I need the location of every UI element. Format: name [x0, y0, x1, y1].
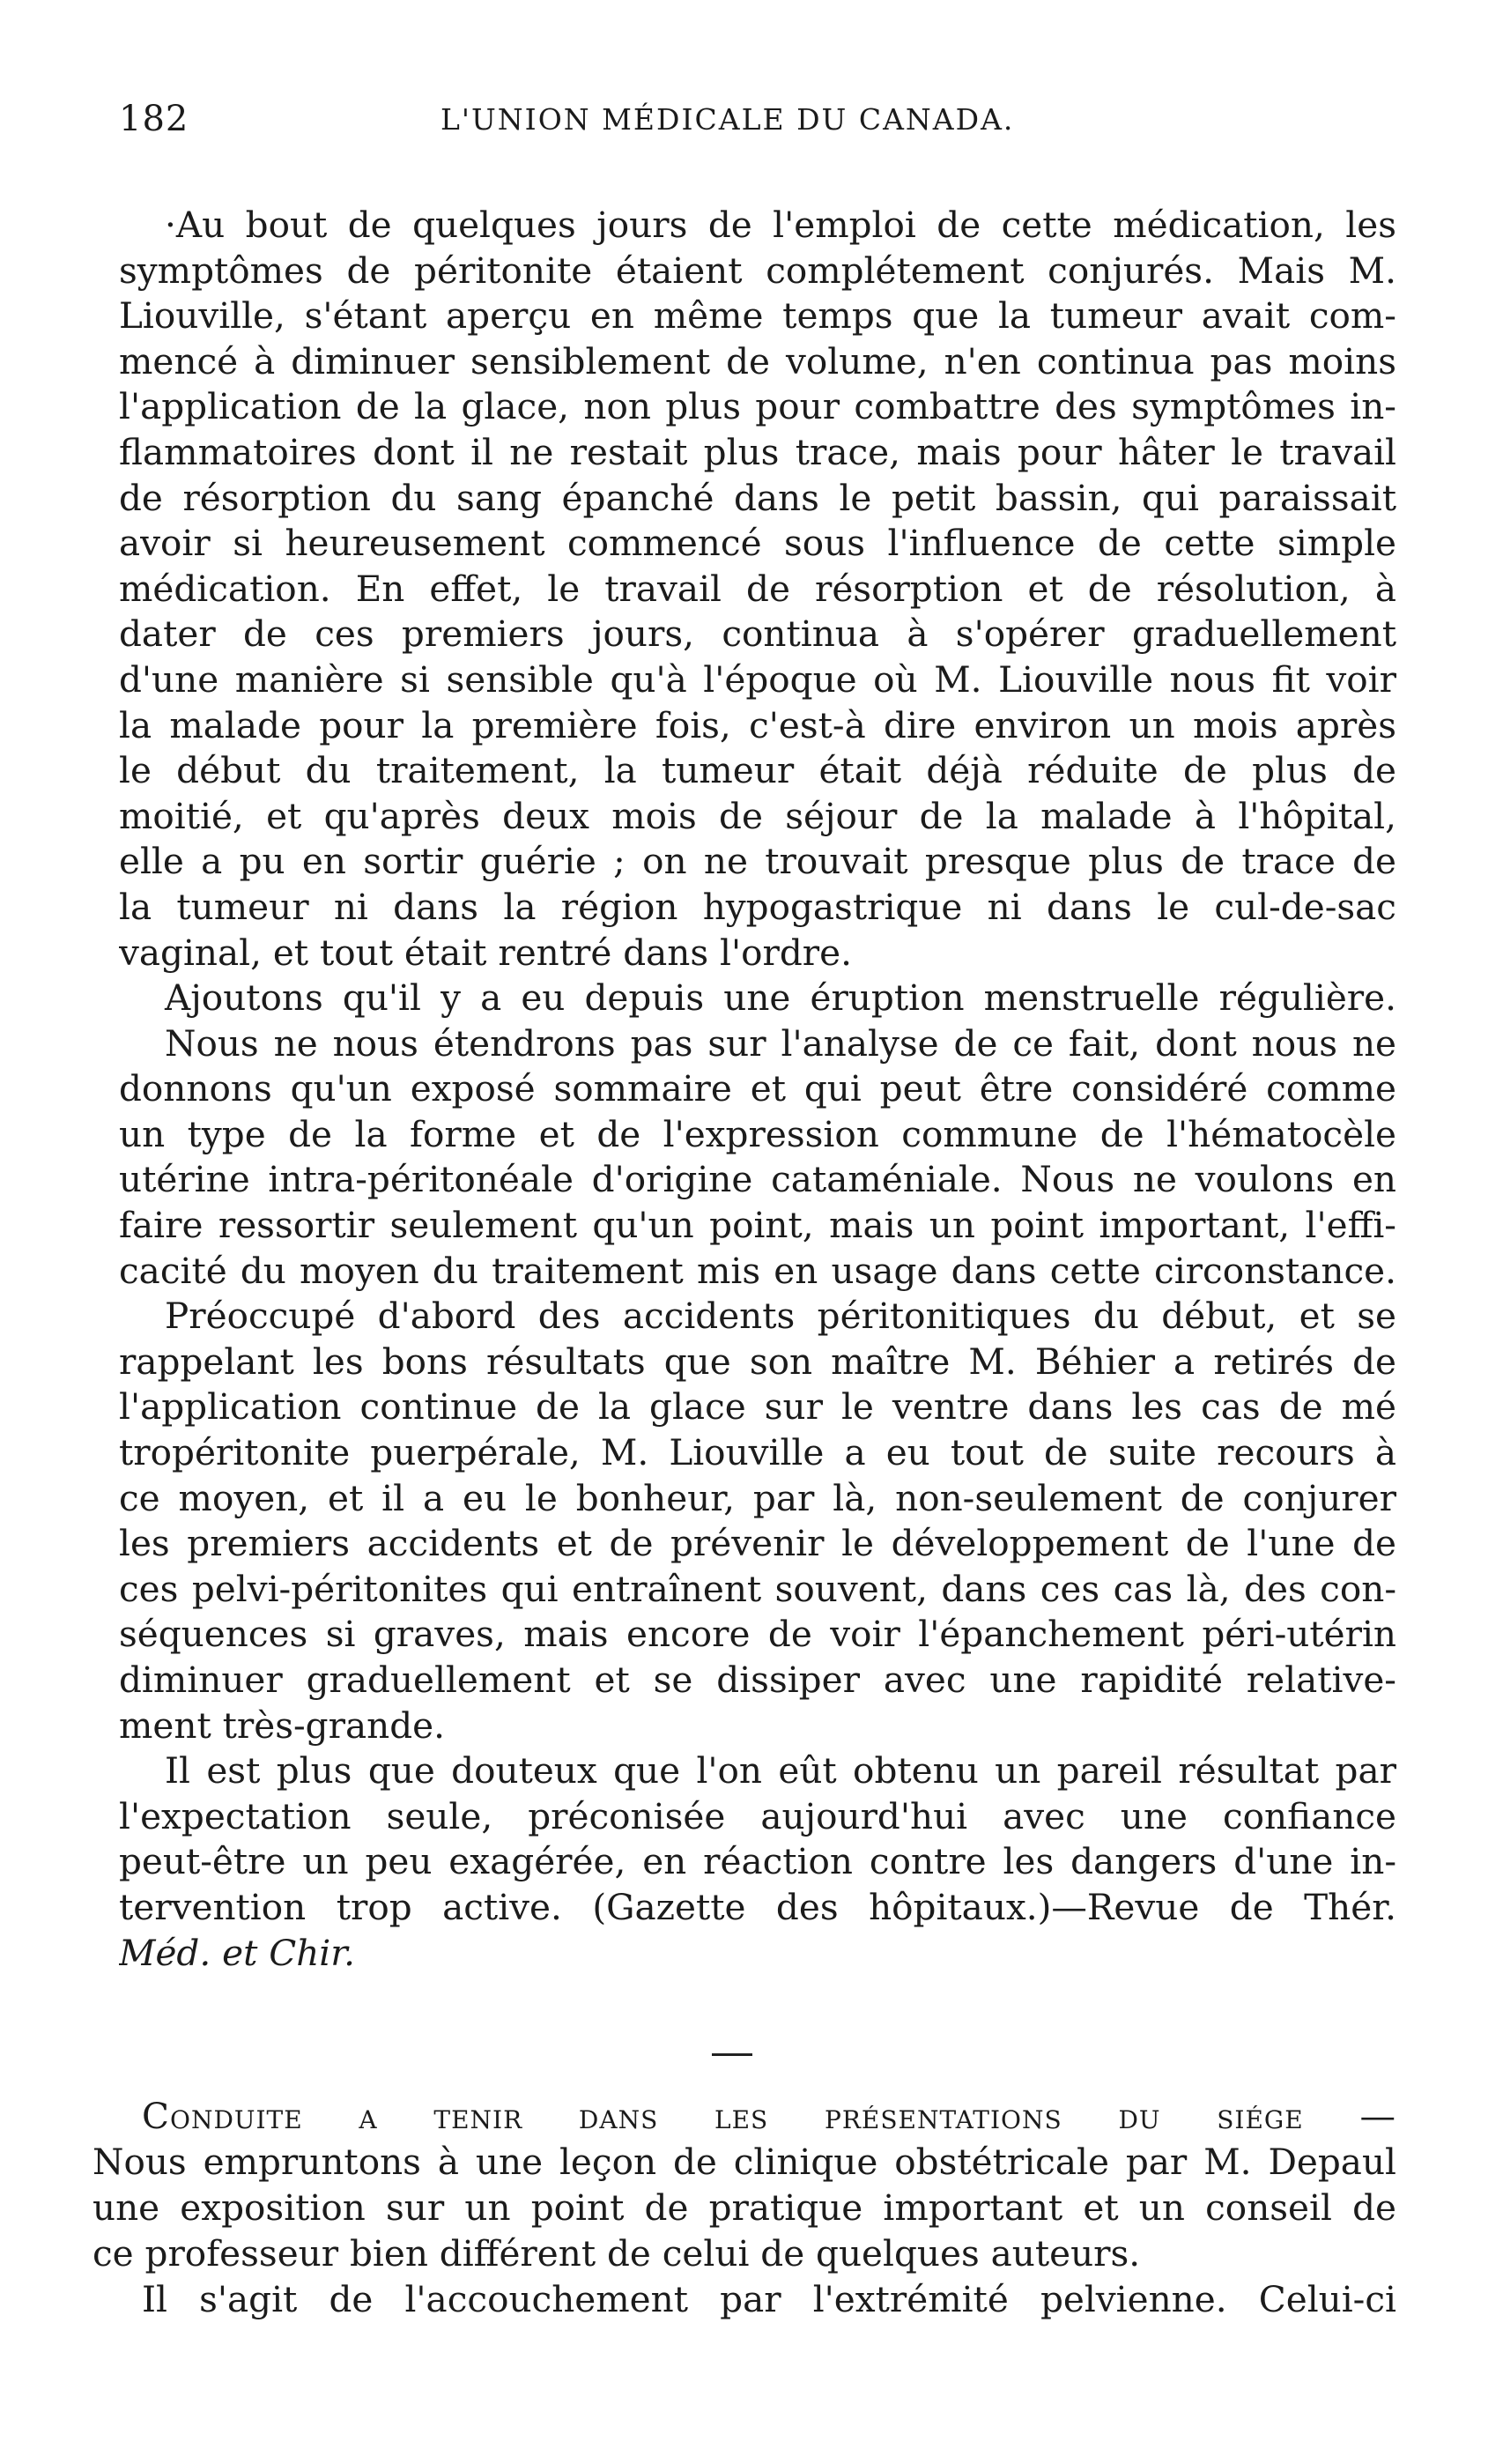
- text-line: tropéritonite puerpérale, M. Liouville a eu tout de suite recours à: [119, 1431, 1396, 1474]
- text-line: la tumeur ni dans la région hypogastrique ni dans le cul-de-sac: [119, 885, 1396, 928]
- text-line: elle a pu en sortir guérie ; on ne trouvait presque plus de trace de: [119, 840, 1396, 883]
- section-divider: [712, 2053, 752, 2056]
- text-line: dater de ces premiers jours, continua à s'opérer graduellement: [119, 612, 1396, 656]
- text-line: moitié, et qu'après deux mois de séjour de la malade à l'hôpital,: [119, 794, 1396, 837]
- text-line: ·Au bout de quelques jours de l'emploi de cette médication, les: [165, 204, 1396, 246]
- text-line: médication. En effet, le travail de résorption et de résolution, à: [119, 567, 1396, 610]
- text-line: faire ressortir seulement qu'un point, mais un point important, l'effi-: [119, 1204, 1396, 1247]
- page-header: [119, 99, 1396, 152]
- text-line: mencé à diminuer sensiblement de volume, n'en continua pas moins: [119, 339, 1396, 382]
- text-line: ment très-grande.: [119, 1703, 445, 1747]
- citation-line: tervention trop active. (Gazette des hôpitaux.)—Revue de Thér.: [119, 1885, 1396, 1928]
- section-heading: Conduite a tenir dans les présentations du siége —: [142, 2095, 1396, 2137]
- text-line: Ajoutons qu'il y a eu depuis une éruption menstruelle régulière.: [165, 976, 1396, 1020]
- text-line: Il est plus que douteux que l'on eût obtenu un pareil résultat par: [165, 1749, 1396, 1792]
- text-line: la malade pour la première fois, c'est-à dire environ un mois après: [119, 703, 1396, 746]
- text-line: donnons qu'un exposé sommaire et qui peut être considéré comme: [119, 1067, 1396, 1110]
- text-line: ce moyen, et il a eu le bonheur, par là, non-seulement de conjurer: [119, 1476, 1396, 1519]
- text-line: avoir si heureusement commencé sous l'influence de cette simple: [119, 522, 1396, 565]
- citation-line: Méd. et Chir.: [119, 1931, 356, 1974]
- text-line: d'une manière si sensible qu'à l'époque où M. Liouville nous fit voir: [119, 657, 1396, 701]
- text-line: Nous ne nous étendrons pas sur l'analyse de ce fait, dont nous ne: [165, 1021, 1396, 1065]
- text-line: les premiers accidents et de prévenir le développement de l'une de: [119, 1522, 1396, 1565]
- text-line: flammatoires dont il ne restait plus trace, mais pour hâter le travail: [119, 430, 1396, 473]
- text-line: un type de la forme et de l'expression commune de l'hématocèle: [119, 1112, 1396, 1155]
- text-line: de résorption du sang épanché dans le petit bassin, qui paraissait: [119, 476, 1396, 519]
- text-line: le début du traitement, la tumeur était déjà réduite de plus de: [119, 749, 1396, 792]
- text-line: rappelant les bons résultats que son maître M. Béhier a retirés de: [119, 1340, 1396, 1383]
- text-line: Préoccupé d'abord des accidents péritonitiques du début, et se: [165, 1295, 1396, 1338]
- article-body: [119, 203, 1396, 1976]
- section-conduite: [93, 2093, 1396, 2322]
- text-line: peut-être un peu exagérée, en réaction contre les dangers d'une in-: [119, 1840, 1396, 1883]
- text-line: utérine intra-péritonéale d'origine cataméniale. Nous ne voulons en: [119, 1158, 1396, 1201]
- text-line: ce professeur bien différent de celui de quelques auteurs.: [93, 2232, 1141, 2275]
- text-line: une exposition sur un point de pratique important et un conseil de: [93, 2186, 1396, 2229]
- text-line: Liouville, s'étant aperçu en même temps que la tumeur avait com-: [119, 294, 1396, 338]
- text-line: ces pelvi-péritonites qui entraînent souvent, dans ces cas là, des con-: [119, 1567, 1396, 1610]
- text-line: vaginal, et tout était rentré dans l'ordre.: [119, 931, 852, 974]
- text-line: cacité du moyen du traitement mis en usage dans cette circonstance.: [119, 1249, 1396, 1292]
- text-line: Nous empruntons à une leçon de clinique obstétricale par M. Depaul: [93, 2141, 1396, 2183]
- page-number: 182: [119, 99, 189, 139]
- text-line: Il s'agit de l'accouchement par l'extrémité pelvienne. Celui-ci: [142, 2278, 1396, 2320]
- text-line: l'expectation seule, préconisée aujourd'hui avec une confiance: [119, 1794, 1396, 1837]
- text-line: l'application continue de la glace sur le ventre dans les cas de mé: [119, 1385, 1396, 1429]
- text-line: symptômes de péritonite étaient complétement conjurés. Mais M.: [119, 249, 1396, 292]
- text-line: séquences si graves, mais encore de voir l'épanchement péri-utérin: [119, 1613, 1396, 1656]
- text-line: l'application de la glace, non plus pour combattre des symptômes in-: [119, 385, 1396, 428]
- running-title: L'UNION MÉDICALE DU CANADA.: [440, 102, 1015, 137]
- text-line: diminuer graduellement et se dissiper avec une rapidité relative-: [119, 1659, 1396, 1701]
